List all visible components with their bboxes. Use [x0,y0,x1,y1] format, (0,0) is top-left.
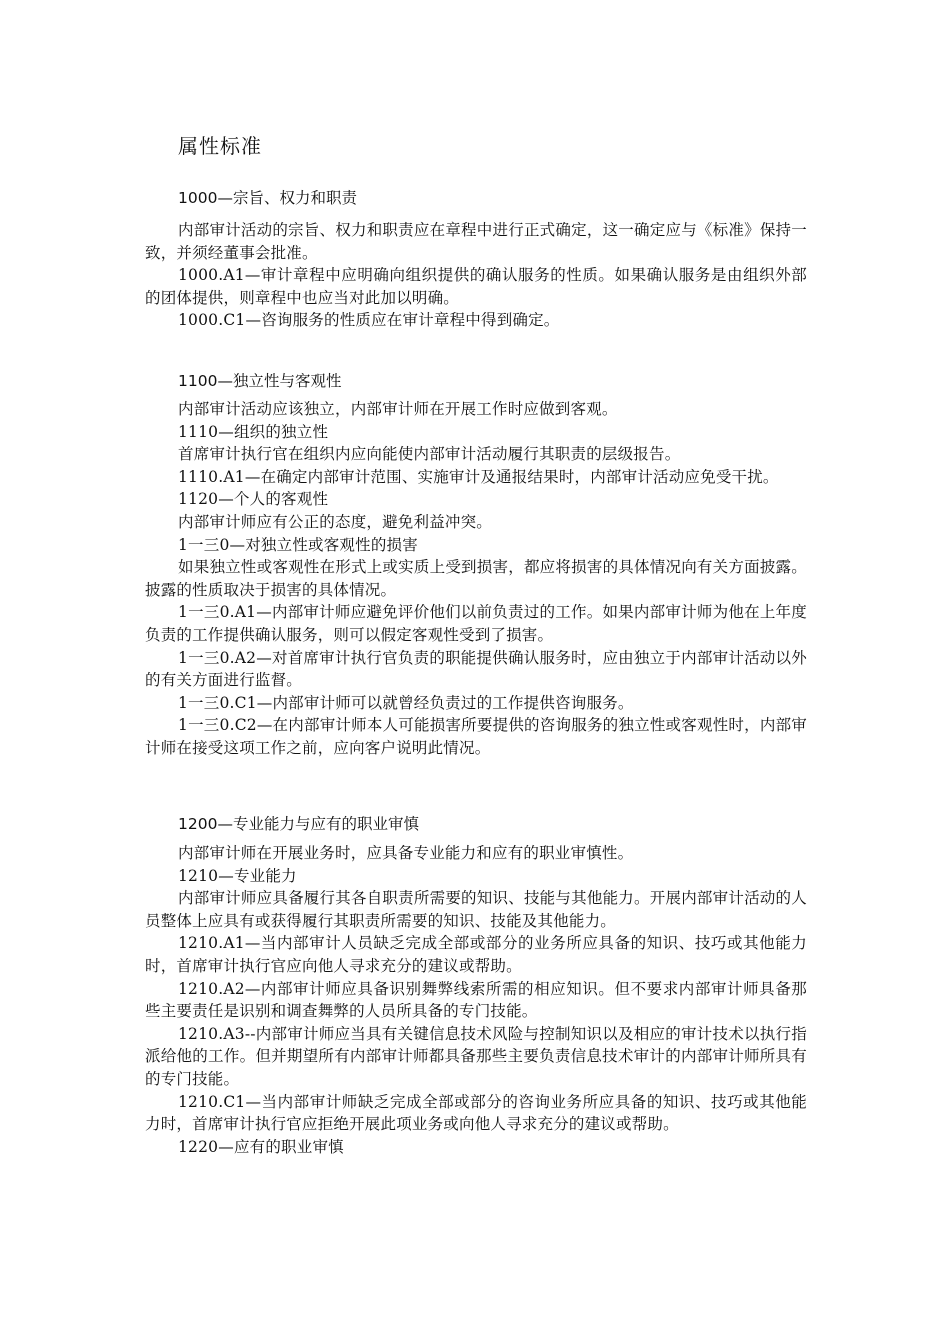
paragraph: 内部审计师在开展业务时，应具备专业能力和应有的职业审慎性。 [178,844,634,862]
section-heading-1200: 1200—专业能力与应有的职业审慎 [178,815,419,833]
paragraph: 1一三0.A1—内部审计师应避免评价他们以前负责过的工作。如果内部审计师为他在上年度负责的工作提供确认服务，则可以假定客观性受到了损害。 [145,603,807,644]
paragraph: 如果独立性或客观性在形式上或实质上受到损害，都应将损害的具体情况向有关方面披露。披露的性质取决于损害的具体情况。 [145,558,807,599]
subheading: 1220—应有的职业审慎 [178,1137,344,1156]
paragraph: 1110.A1—在确定内部审计范围、实施审计及通报结果时，内部审计活动应免受干扰。 [178,467,779,486]
paragraph: 内部审计活动应该独立，内部审计师在开展工作时应做到客观。 [178,400,618,418]
paragraph: 1210.A2—内部审计师应具备识别舞弊线索所需的相应知识。但不要求内部审计师具备那些主要责任是识别和调查舞弊的人员所具备的专门技能。 [145,979,807,1021]
section-body-1000 [145,219,807,332]
document-title: 属性标准 [178,134,262,158]
paragraph: 1000.C1—咨询服务的性质应在审计章程中得到确定。 [178,311,560,330]
paragraph: 内部审计师应具备履行其各自职责所需要的知识、技能与其他能力。开展内部审计活动的人员整体上应具有或获得履行其职责所需要的知识、技能及其他能力。 [145,889,807,930]
subheading: 1210—专业能力 [178,866,297,885]
paragraph: 1000.A1—审计章程中应明确向组织提供的确认服务的性质。如果确认服务是由组织外部的团体提供，则章程中也应当对此加以明确。 [145,266,807,307]
paragraph: 内部审计活动的宗旨、权力和职责应在章程中进行正式确定，这一确定应与《标准》保持一致，并须经董事会批准。 [145,221,807,262]
section-body-1200 [145,842,807,1158]
paragraph: 首席审计执行官在组织内应向能使内部审计活动履行其职责的层级报告。 [178,445,681,464]
section-heading-1000: 1000—宗旨、权力和职责 [178,189,357,207]
paragraph: 1210.C1—当内部审计师缺乏完成全部或部分的咨询业务所应具备的知识、技巧或其他能力时，首席审计执行官应拒绝开展此项业务或向他人寻求充分的建议或帮助。 [145,1092,807,1134]
paragraph: 内部审计师应有公正的态度，避免利益冲突。 [178,512,493,531]
section-body-1100 [145,398,807,760]
subheading: 1一三0—对独立性或客观性的损害 [178,535,418,554]
paragraph: 1一三0.A2—对首席审计执行官负责的职能提供确认服务时，应由独立于内部审计活动以外的有关方面进行监督。 [145,648,807,690]
subheading: 1110—组织的独立性 [178,422,329,441]
section-heading-1100: 1100—独立性与客观性 [178,372,342,390]
subheading: 1120—个人的客观性 [178,490,329,509]
paragraph: 1一三0.C2—在内部审计师本人可能损害所要提供的咨询服务的独立性或客观性时，内部审计师在接受这项工作之前，应向客户说明此情况。 [145,716,807,757]
paragraph: 1210.A1—当内部审计人员缺乏完成全部或部分的业务所应具备的知识、技巧或其他能力时，首席审计执行官应向他人寻求充分的建议或帮助。 [145,934,807,975]
paragraph: 1210.A3--内部审计师应当具有关键信息技术风险与控制知识以及相应的审计技术以执行指派给他的工作。但并期望所有内部审计师都具备那些主要负责信息技术审计的内部审计师所具有的专门技能。 [145,1024,807,1088]
paragraph: 1一三0.C1—内部审计师可以就曾经负责过的工作提供咨询服务。 [178,693,634,712]
